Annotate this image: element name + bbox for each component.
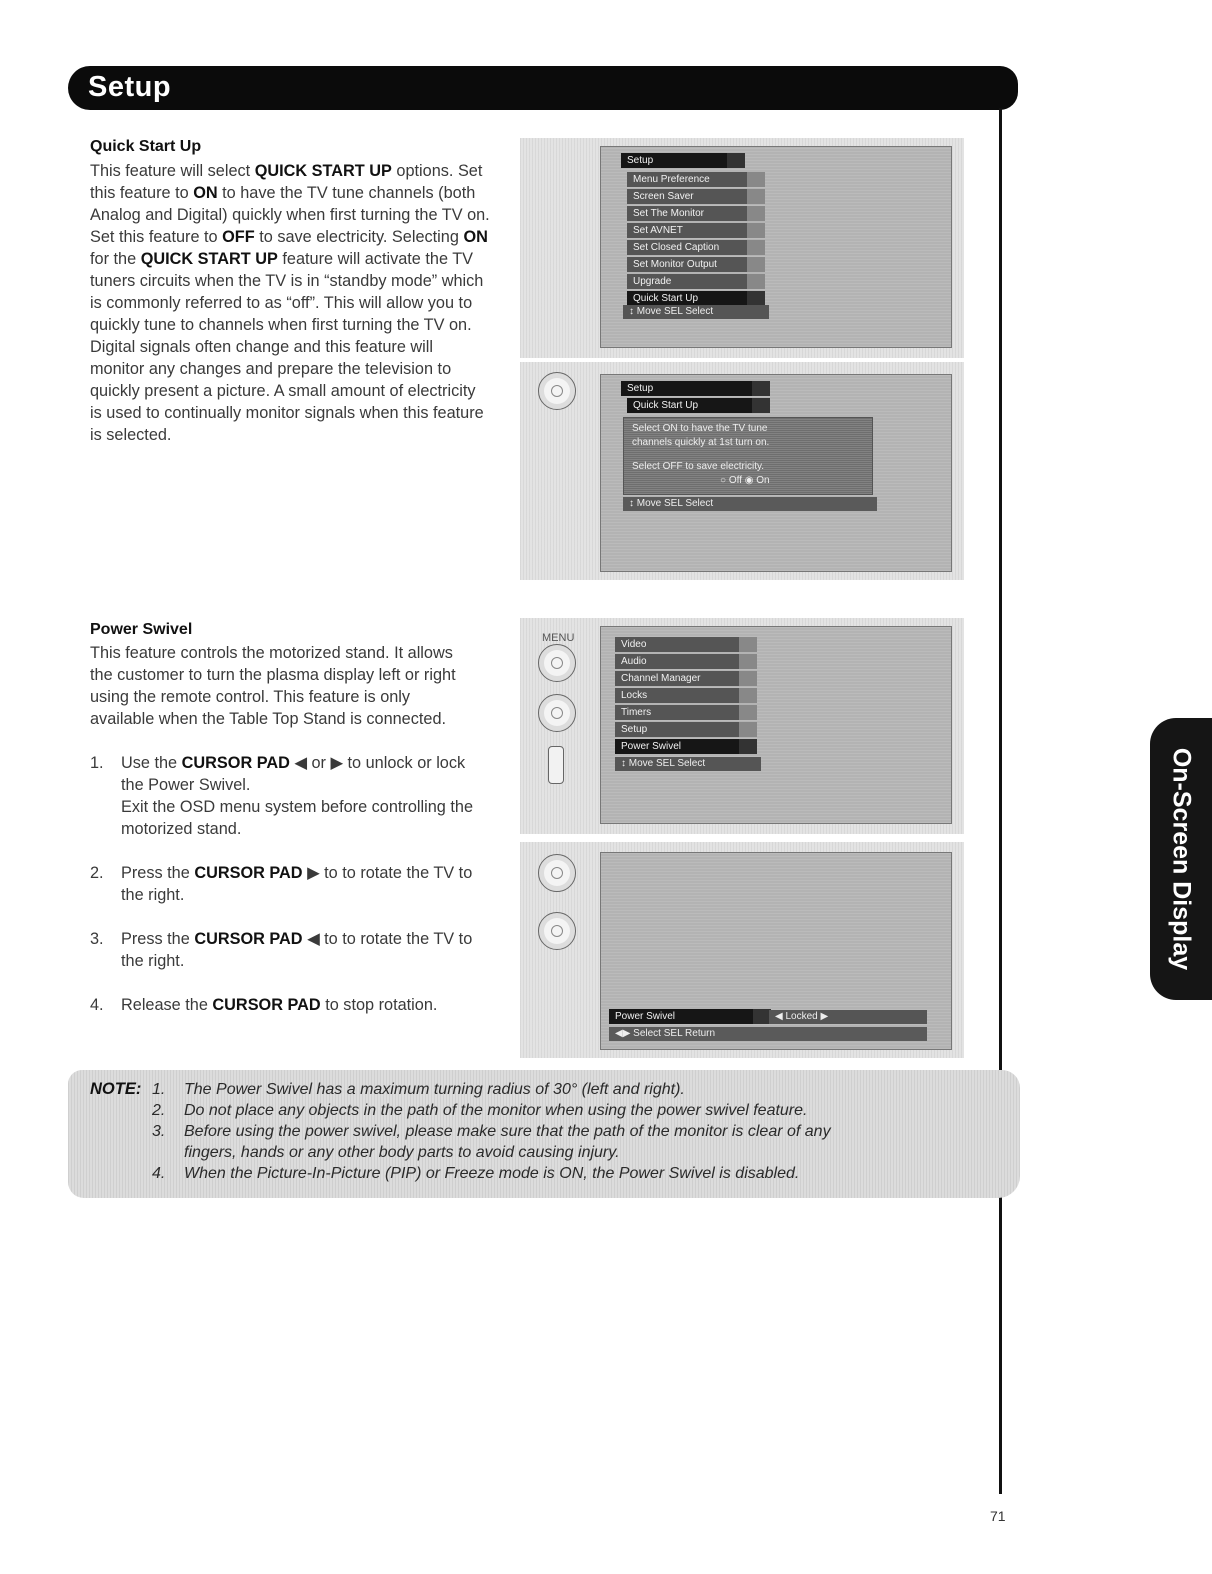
screen2-crumb-quick-start: Quick Start Up	[627, 398, 770, 413]
step-number: 4.	[90, 996, 104, 1014]
body-line: for the QUICK START UP feature will activate the TV	[90, 250, 474, 268]
body-line: monitor any changes and prepare the television to	[90, 360, 452, 378]
osd-menu-item: Audio	[615, 654, 757, 669]
power-swivel-steps	[90, 752, 510, 1038]
note-box	[68, 1070, 1020, 1198]
screen2-display	[600, 374, 952, 572]
step-line: Use the CURSOR PAD ◀ or ▶ to unlock or lock	[121, 754, 466, 772]
screen4-footer: ◀▶ Select SEL Return	[609, 1027, 927, 1041]
step-line: the right.	[121, 886, 185, 904]
note-line: When the Picture-In-Picture (PIP) or Freeze mode is ON, the Power Swivel is disabled.	[184, 1165, 800, 1182]
body-line: this feature to ON to have the TV tune channels (both	[90, 184, 476, 202]
body-line: Set this feature to OFF to save electricity. Selecting ON	[90, 228, 488, 246]
body-line: is selected.	[90, 426, 172, 444]
screen1-display	[600, 146, 952, 348]
body-line: This feature will select QUICK START UP options. Set	[90, 162, 483, 180]
note-number: 3.	[152, 1123, 166, 1140]
note-line: The Power Swivel has a maximum turning radius of 30° (left and right).	[184, 1081, 685, 1098]
screen3-display	[600, 626, 952, 824]
osd-menu-item: Upgrade	[627, 274, 765, 289]
osd-menu-item: Set AVNET	[627, 223, 765, 238]
cursor-pad-button	[538, 694, 576, 732]
note-line: fingers, hands or any other body parts to avoid causing injury.	[184, 1144, 620, 1161]
section-header-bar	[68, 66, 1018, 110]
screen3-frame	[520, 618, 964, 834]
step-line: motorized stand.	[121, 820, 242, 838]
screen1-title: Setup	[621, 153, 745, 168]
osd-menu-item: Locks	[615, 688, 757, 703]
page-title: Setup	[88, 71, 172, 103]
menu-button	[538, 644, 576, 682]
osd-menu-item: Setup	[615, 722, 757, 737]
screen4-display	[600, 852, 952, 1050]
cursor-pad-button	[538, 854, 576, 892]
note-line: Do not place any objects in the path of the monitor when using the power swivel feature.	[184, 1102, 808, 1119]
note-number: 4.	[152, 1165, 166, 1182]
screen2-options: ○ Off ◉ On	[720, 475, 770, 486]
step-number: 3.	[90, 930, 104, 948]
screen2-frame	[520, 362, 964, 580]
body-line: is used to continually monitor signals when this feature	[90, 404, 484, 422]
step-item	[90, 928, 510, 972]
osd-menu-item: Set Closed Caption	[627, 240, 765, 255]
screen2-line2: channels quickly at 1st turn on.	[632, 437, 770, 448]
osd-menu-item: Channel Manager	[615, 671, 757, 686]
step-item	[90, 862, 510, 906]
screen4-frame	[520, 842, 964, 1058]
step-line: the right.	[121, 952, 185, 970]
screen2-footer: ↕ Move SEL Select	[623, 497, 877, 511]
step-line: Release the CURSOR PAD to stop rotation.	[121, 996, 438, 1014]
page-number: 71	[990, 1508, 1006, 1524]
side-tab-label: On-Screen Display	[1167, 747, 1196, 971]
step-item	[90, 752, 510, 840]
osd-menu-item: Set Monitor Output	[627, 257, 765, 272]
osd-menu-item: Timers	[615, 705, 757, 720]
power-swivel-body	[90, 642, 520, 730]
osd-menu-item: Quick Start Up	[627, 291, 765, 306]
step-number: 2.	[90, 864, 104, 882]
note-number: 1.	[152, 1081, 166, 1098]
body-line: using the remote control. This feature is only	[90, 688, 411, 706]
screen4-value: ◀ Locked ▶	[769, 1010, 927, 1024]
right-divider	[999, 108, 1002, 1494]
step-number: 1.	[90, 754, 104, 772]
screen2-line3: Select OFF to save electricity.	[632, 461, 765, 472]
quick-start-title: Quick Start Up	[90, 138, 202, 155]
body-line: Digital signals often change and this feature will	[90, 338, 434, 356]
screen1-frame	[520, 138, 964, 358]
exit-button	[548, 746, 564, 784]
note-number: 2.	[152, 1102, 166, 1119]
power-swivel-title: Power Swivel	[90, 621, 193, 638]
osd-menu-item: Screen Saver	[627, 189, 765, 204]
step-line: Press the CURSOR PAD ▶ to to rotate the TV to	[121, 864, 473, 882]
screen3-footer: ↕ Move SEL Select	[615, 757, 761, 771]
body-line: This feature controls the motorized stand. It allows	[90, 644, 453, 662]
note-label: NOTE:	[90, 1080, 142, 1098]
body-line: quickly present a picture. A small amount of electricity	[90, 382, 476, 400]
osd-menu-item: Video	[615, 637, 757, 652]
screen2-crumb-setup: Setup	[621, 381, 770, 396]
cursor-pad-button	[538, 912, 576, 950]
body-line: available when the Table Top Stand is connected.	[90, 710, 447, 728]
menu-button-label: MENU	[542, 632, 575, 644]
step-item	[90, 994, 510, 1016]
osd-menu-item: Menu Preference	[627, 172, 765, 187]
screen1-footer: ↕ Move SEL Select	[623, 305, 769, 319]
step-line: Exit the OSD menu system before controlling the	[121, 798, 474, 816]
body-line: tuners circuits when the TV is in “standby mode” which	[90, 272, 484, 290]
step-line: Press the CURSOR PAD ◀ to to rotate the TV to	[121, 930, 473, 948]
screen4-item: Power Swivel	[609, 1009, 771, 1024]
cursor-pad-button	[538, 372, 576, 410]
screen2-line1: Select ON to have the TV tune	[632, 423, 768, 434]
body-line: the customer to turn the plasma display left or right	[90, 666, 456, 684]
body-line: Analog and Digital) quickly when first turning the TV on.	[90, 206, 490, 224]
step-line: the Power Swivel.	[121, 776, 251, 794]
body-line: is commonly referred to as “off”. This will allow you to	[90, 294, 473, 312]
osd-menu-item: Set The Monitor	[627, 206, 765, 221]
osd-menu-item: Power Swivel	[615, 739, 757, 754]
screen2-panel	[623, 417, 873, 495]
body-line: quickly tune to channels when first turning the TV on.	[90, 316, 472, 334]
note-line: Before using the power swivel, please make sure that the path of the monitor is clear of any	[184, 1123, 831, 1140]
side-tab	[1150, 718, 1212, 1000]
quick-start-body	[90, 160, 520, 446]
